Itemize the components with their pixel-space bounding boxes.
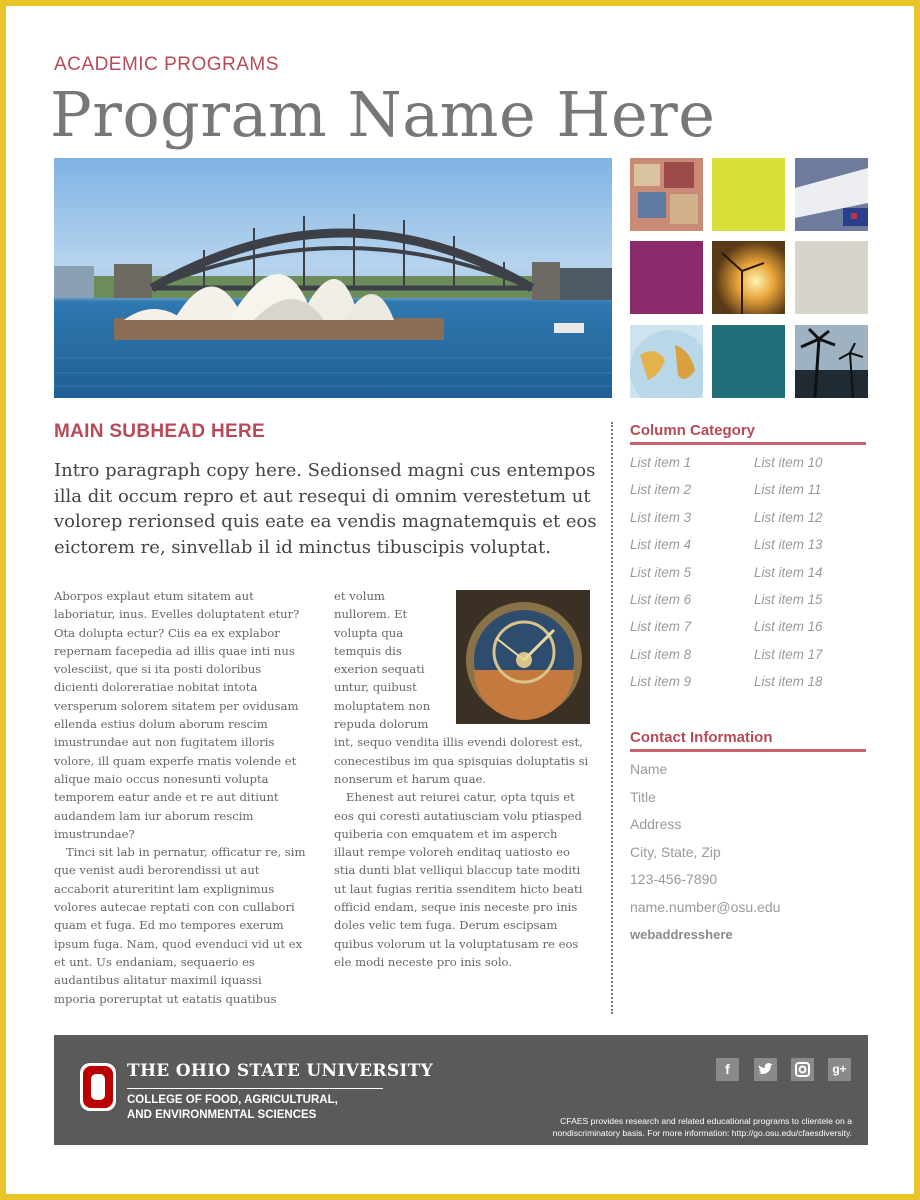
tile-stone: [795, 241, 868, 314]
tile-wind-turbine-photo: [712, 241, 785, 314]
facebook-icon[interactable]: f: [716, 1058, 739, 1081]
college-line: COLLEGE OF FOOD, AGRICULTURAL,: [127, 1094, 338, 1106]
contact-web-link[interactable]: webaddresshere: [630, 926, 733, 942]
list-item: List item 11: [754, 482, 822, 498]
image-tile-grid: [630, 158, 868, 398]
college-line: AND ENVIRONMENTAL SCIENCES: [127, 1109, 317, 1121]
instagram-icon[interactable]: [791, 1058, 814, 1081]
tile-globe-photo: [630, 325, 703, 398]
tile-palms-photo: [795, 325, 868, 398]
sunset-turbine-illustration: [712, 241, 785, 314]
tile-plum: [630, 241, 703, 314]
list-item: List item 9: [630, 674, 692, 690]
university-name: THE OHIO STATE UNIVERSITY: [127, 1061, 434, 1081]
list-item: List item 18: [754, 674, 823, 690]
palms-illustration: [795, 325, 868, 398]
contact-block: [630, 759, 780, 952]
list-item: List item 8: [630, 646, 692, 662]
intro-paragraph: Intro paragraph copy here. Sedionsed magni cus entempos illa dit occum repro et aut resequi di omnim verestetum ut volorep rerionsed quis eate ea vendis magnatemquis et eos eictorem re, sinvellab il id minctus tibuscipis voluptat.: [54, 460, 597, 558]
contact-title: Title: [630, 788, 656, 805]
tile-teal: [712, 325, 785, 398]
globe-illustration: [630, 325, 703, 398]
google-plus-icon[interactable]: g+: [828, 1058, 851, 1081]
list-right: [754, 453, 822, 700]
eyebrow-label: ACADEMIC PROGRAMS: [54, 54, 279, 75]
euro-illustration: [795, 158, 868, 231]
contact-city: City, State, Zip: [630, 843, 721, 860]
body-paragraph: Tinci sit lab in pernatur, officatur re, sim que venist audi berorendissi ut aut accaborit atureritint lam explignimus volores autecae reptati con con cullabori quam et fuga. Ed mo tempores exerum ipsum fuga. Nam, quod evenduci vid ut ex et unt. Us endaniam, sequaerio es audantibus alitatur maximil iquassi mporia poreruptat ut eatatis quatibus: [54, 845, 306, 1006]
contact-info-title: Contact Information: [630, 729, 866, 752]
list-item: List item 14: [754, 564, 823, 580]
clock-illustration: [456, 590, 590, 724]
list-left: [630, 453, 691, 700]
hero-illustration: [54, 158, 612, 398]
disclaimer-line: nondiscriminatory basis. For more information: http://go.osu.edu/cfaesdiversity.: [552, 1128, 852, 1138]
column-divider: [611, 422, 613, 1014]
list-item: List item 4: [630, 537, 692, 553]
hero-photo-harbour: [54, 158, 612, 398]
contact-email-link[interactable]: name.number@osu.edu: [630, 898, 781, 915]
tile-stamps-photo: [630, 158, 703, 231]
list-item: List item 15: [754, 591, 823, 607]
list-item: List item 7: [630, 619, 692, 635]
stamps-illustration: [630, 158, 703, 231]
tile-lime: [712, 158, 785, 231]
twitter-bird-glyph: [754, 1058, 777, 1081]
disclaimer-line: CFAES provides research and related educational programs to clientele on a: [560, 1116, 852, 1126]
astronomical-clock-photo: [456, 590, 590, 724]
body-paragraph: et volum nullorem. Et volupta qua temquis dis exerion sequati untur, quibust moluptatem non repuda dolorum int, sequo vendita illis evendi dolorest est, conecestibus im qua spisquias doluptatis si nonserum et harum quae.: [334, 589, 589, 786]
body-paragraph: Ehenest aut reiurei catur, opta tquis et eos qui coresti autatiusciam volu ptiasped quiberia con emquatem et im asperch illaut rempe voloreh enditaq uatiosto eo stia dunti blat velliqui blaccup tate moditi ut laut fugias reritia ssenditem hicto beati officid endam, seque inis neceste pro inis doles velic tem fuga. Derum escipsam quibus volorum ut la voluptatusam re eos ele modi neceste pro inis solo.: [334, 790, 583, 969]
list-item: List item 13: [754, 537, 823, 553]
list-item: List item 2: [630, 482, 692, 498]
list-item: List item 16: [754, 619, 823, 635]
contact-phone: 123-456-7890: [630, 871, 718, 888]
column-category-title: Column Category: [630, 422, 866, 445]
body-column-left: [54, 587, 306, 1008]
college-name: [127, 1093, 338, 1123]
tile-euro-photo: [795, 158, 868, 231]
list-item: List item 3: [630, 509, 692, 525]
flyer-page: [6, 6, 914, 1194]
camera-glyph: [791, 1058, 814, 1081]
footer-bar: [54, 1035, 868, 1145]
contact-name: Name: [630, 761, 668, 777]
list-item: List item 10: [754, 455, 823, 470]
contact-address: Address: [630, 816, 682, 833]
list-item: List item 12: [754, 509, 823, 525]
main-subhead: MAIN SUBHEAD HERE: [54, 421, 265, 442]
list-item: List item 1: [630, 455, 692, 470]
list-item: List item 17: [754, 646, 823, 662]
diversity-disclaimer: [452, 1115, 852, 1139]
list-item: List item 5: [630, 564, 692, 580]
block-o-logo-icon: [80, 1063, 116, 1111]
body-paragraph: Aborpos explaut etum sitatem aut laboriatur, inus. Evelles doluptatent etur? Ota dolupta ectur? Ciis ea ex explabor repernam facepedia ad illis quae inti nus volesciist, que si ita posti doloribus dicienti doloreratiae nobitat intota versperum solorem sitatem per ovidusam ellenda estius dolum aborum rescim imustrundae aut non fugitatem illoris volore, ill quam experfe rnatis volende et alique maio occus nonesunti volupta temporem eatur ande et re aut ditiunt audandem lam iur aborum rescim imustrundae?: [54, 589, 300, 841]
body-column-right: [334, 587, 590, 971]
footer-rule: [127, 1088, 383, 1089]
twitter-icon[interactable]: [754, 1058, 777, 1081]
page-title: Program Name Here: [50, 78, 716, 151]
list-item: List item 6: [630, 591, 692, 607]
